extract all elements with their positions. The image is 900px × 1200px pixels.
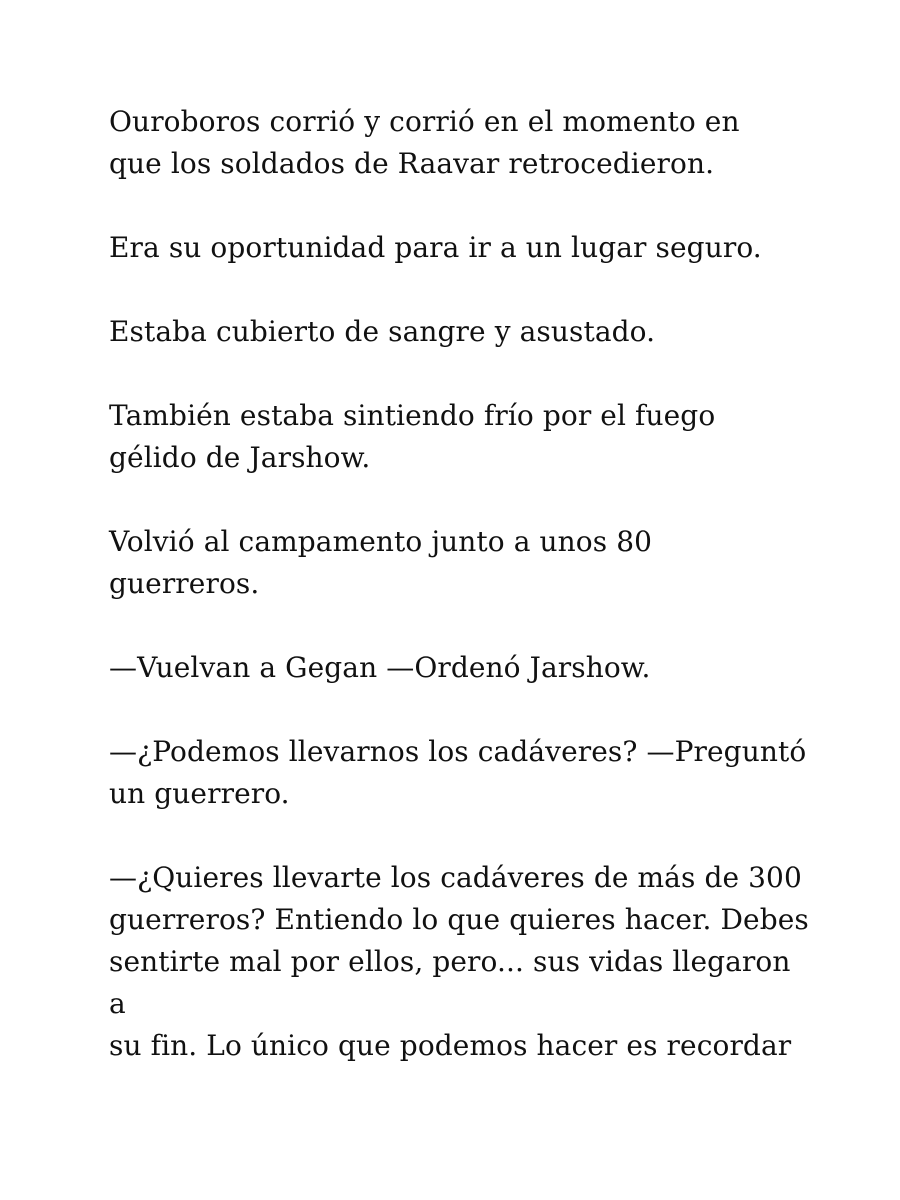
paragraph-1: Ouroboros corrió y corrió en el momento en que los soldados de Raavar retrocedieron. (109, 105, 740, 180)
paragraph-3: Estaba cubierto de sangre y asustado. (109, 315, 656, 348)
paragraph-5: Volvió al campamento junto a unos 80 guerreros. (109, 525, 653, 600)
paragraph-6: —Vuelvan a Gegan —Ordenó Jarshow. (109, 651, 651, 684)
paragraph-8: —¿Quieres llevarte los cadáveres de más de 300 guerreros? Entiendo lo que quieres hacer. Debes sentirte mal por ellos, pero... sus vidas llegaron a su fin. Lo único que podemos hacer es recordar (109, 861, 809, 1062)
document-page (109, 101, 809, 1109)
paragraph-7: —¿Podemos llevarnos los cadáveres? —Preguntó un guerrero. (109, 735, 807, 810)
paragraph-2: Era su oportunidad para ir a un lugar seguro. (109, 231, 762, 264)
paragraph-4: También estaba sintiendo frío por el fuego gélido de Jarshow. (109, 399, 716, 474)
